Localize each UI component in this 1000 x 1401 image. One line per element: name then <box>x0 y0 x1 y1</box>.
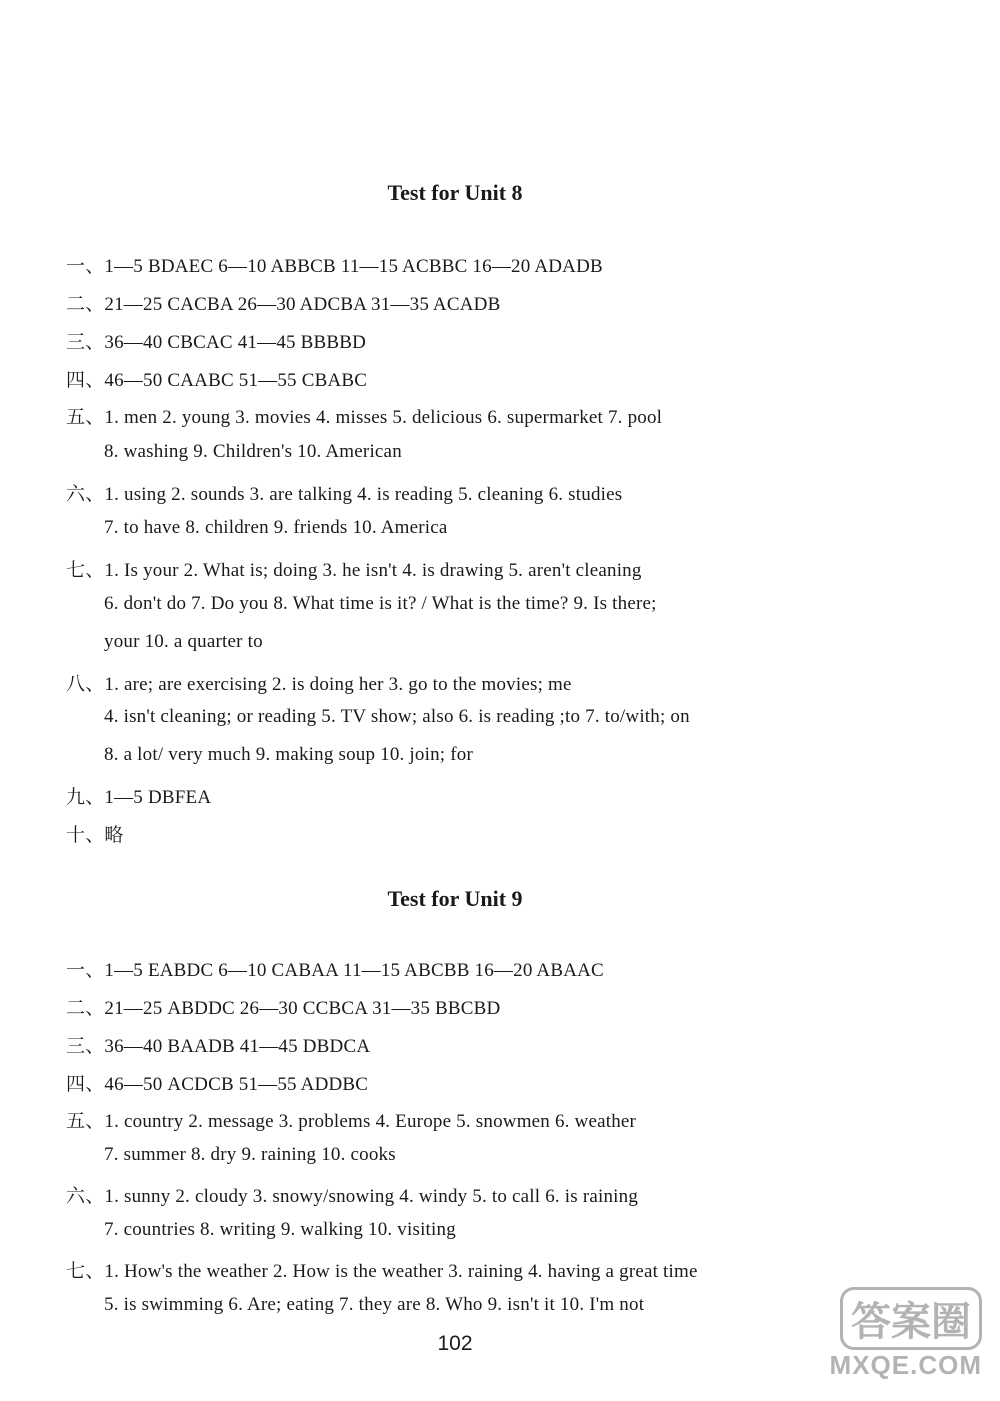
unit8-title: Test for Unit 8 <box>387 180 523 205</box>
unit9-line: 5. is swimming 6. Are; eating 7. they are 8. Who 9. isn't it 10. I'm not <box>104 1294 645 1315</box>
unit9-line: 一、1—5 EABDC 6—10 CABAA 11—15 ABCBB 16—20 ABAAC <box>66 960 604 981</box>
unit8-line: 二、21—25 CACBA 26—30 ADCBA 31—35 ACADB <box>66 294 501 315</box>
unit8-line: 六、1. using 2. sounds 3. are talking 4. is reading 5. cleaning 6. studies <box>66 484 623 505</box>
unit8-line: 四、46—50 CAABC 51—55 CBABC <box>66 370 368 391</box>
unit9-line: 7. countries 8. writing 9. walking 10. visiting <box>104 1219 456 1240</box>
unit9-line: 四、46—50 ACDCB 51—55 ADDBC <box>66 1074 369 1095</box>
unit9-line: 五、1. country 2. message 3. problems 4. Europe 5. snowmen 6. weather <box>66 1111 637 1132</box>
unit8-line: 五、1. men 2. young 3. movies 4. misses 5. delicious 6. supermarket 7. pool <box>66 407 663 428</box>
watermark-top: 答案圈 <box>840 1287 982 1350</box>
unit8-line: 8. washing 9. Children's 10. American <box>104 441 402 462</box>
watermark-bottom: MXQE.COM <box>829 1350 982 1380</box>
page-number: 102 <box>437 1332 473 1355</box>
unit9-line: 三、36—40 BAADB 41—45 DBDCA <box>66 1036 371 1057</box>
unit8-line: 九、1—5 DBFEA <box>66 787 212 808</box>
unit8-line: your 10. a quarter to <box>104 631 263 652</box>
unit8-line: 七、1. Is your 2. What is; doing 3. he isn't 4. is drawing 5. aren't cleaning <box>66 560 642 581</box>
unit9-line: 六、1. sunny 2. cloudy 3. snowy/snowing 4. windy 5. to call 6. is raining <box>66 1186 639 1207</box>
unit9-line: 7. summer 8. dry 9. raining 10. cooks <box>104 1144 396 1165</box>
unit9-line: 二、21—25 ABDDC 26—30 CCBCA 31—35 BBCBD <box>66 998 501 1019</box>
unit9-line: 七、1. How's the weather 2. How is the weather 3. raining 4. having a great time <box>66 1261 698 1282</box>
watermark-logo <box>830 1287 982 1381</box>
unit8-line: 三、36—40 CBCAC 41—45 BBBBD <box>66 332 367 353</box>
unit8-line: 一、1—5 BDAEC 6—10 ABBCB 11—15 ACBBC 16—20 ADADB <box>66 256 603 277</box>
unit8-line: 4. isn't cleaning; or reading 5. TV show; also 6. is reading ;to 7. to/with; on <box>104 706 690 727</box>
unit8-line: 6. don't do 7. Do you 8. What time is it? / What is the time? 9. Is there; <box>104 593 657 614</box>
unit8-line: 八、1. are; are exercising 2. is doing her 3. go to the movies; me <box>66 674 572 695</box>
unit8-line: 7. to have 8. children 9. friends 10. America <box>104 517 448 538</box>
unit8-line: 十、略 <box>66 825 124 846</box>
unit9-title: Test for Unit 9 <box>387 886 523 911</box>
unit8-line: 8. a lot/ very much 9. making soup 10. join; for <box>104 744 473 765</box>
